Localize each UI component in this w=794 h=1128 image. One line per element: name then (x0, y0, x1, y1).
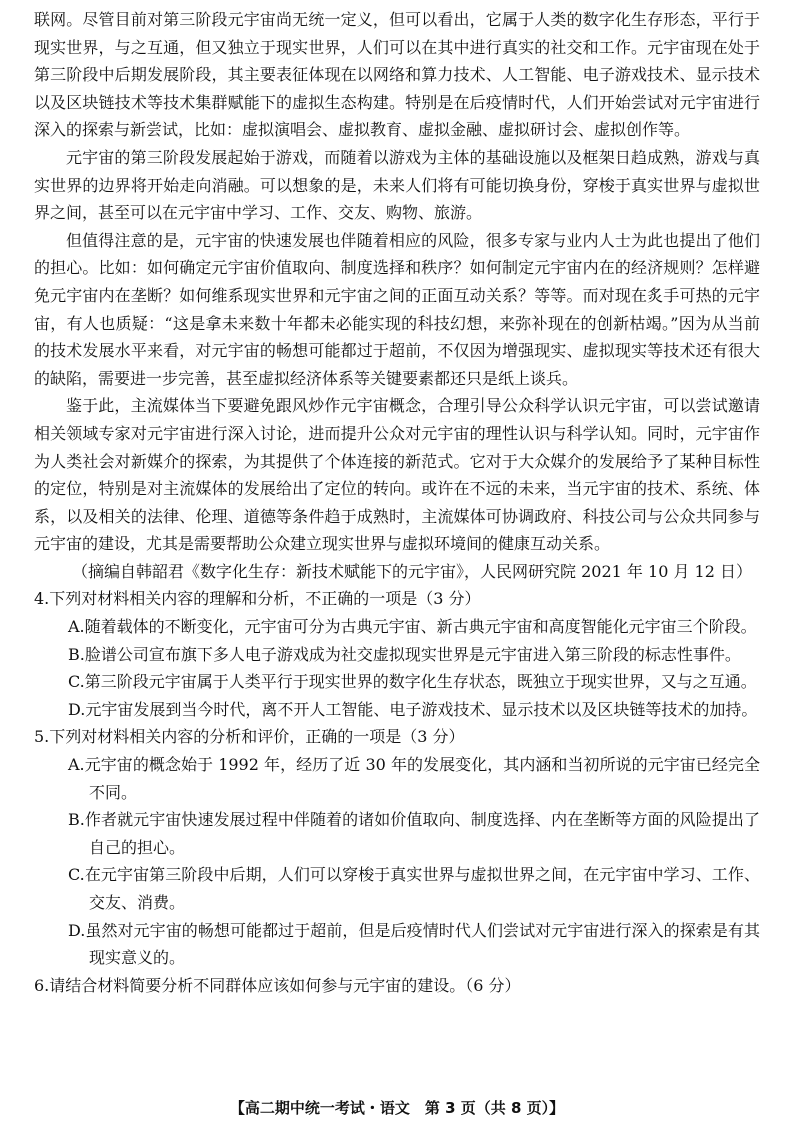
question-5-option-a: A.元宇宙的概念始于 1992 年，经历了近 30 年的发展变化，其内涵和当初所说的元宇宙已经完全不同。 (68, 755, 760, 802)
exam-page (34, 6, 760, 999)
question-4-option-a: A.随着载体的不断变化，元宇宙可分为古典元宇宙、新古典元宇宙和高度智能化元宇宙三个阶段。 (68, 617, 757, 637)
question-4-option-c: C.第三阶段元宇宙属于人类平行于现实世界的数字化生存状态，既独立于现实世界，又与之互通。 (68, 672, 757, 692)
paragraph-4: 鉴于此，主流媒体当下要避免跟风炒作元宇宙概念，合理引导公众科学认识元宇宙，可以尝试邀请相关领域专家对元宇宙进行深入讨论，进而提升公众对元宇宙的理性认识与科学认知。同时，元宇宙作为人类社会对新媒介的探索，为其提供了个体连接的新范式。它对于大众媒介的发展给予了某种目标性的定位，特别是对主流媒体的发展给出了定位的转向。或许在不远的未来，当元宇宙的技术、系统、体系，以及相关的法律、伦理、道德等条件趋于成熟时，主流媒体可协调政府、科技公司与公众共同参与元宇宙的建设，尤其是需要帮助公众建立现实世界与虚拟环境间的健康互动关系。 (34, 396, 760, 554)
question-4-option-d: D.元宇宙发展到当今时代，离不开人工智能、电子游戏技术、显示技术以及区块链等技术的加持。 (68, 699, 758, 719)
question-5-option-c: C.在元宇宙第三阶段中后期，人们可以穿梭于真实世界与虚拟世界之间，在元宇宙中学习、工作、交友、消费。 (68, 865, 760, 912)
question-4-stem: 4.下列对材料相关内容的理解和分析，不正确的一项是（3 分） (34, 589, 481, 609)
question-6-stem: 6.请结合材料简要分析不同群体应该如何参与元宇宙的建设。（6 分） (34, 975, 521, 995)
source-citation: （摘编自韩韶君《数字化生存：新技术赋能下的元宇宙》，人民网研究院 2021 年 10 月 12 日） (72, 561, 752, 581)
paragraph-2: 元宇宙的第三阶段发展起始于游戏，而随着以游戏为主体的基础设施以及框架日趋成熟，游戏与真实世界的边界将开始走向消融。可以想象的是，未来人们将有可能切换身份，穿梭于真实世界与虚拟世界之间，甚至可以在元宇宙中学习、工作、交友、购物、旅游。 (34, 147, 760, 223)
paragraph-3: 但值得注意的是，元宇宙的快速发展也伴随着相应的风险，很多专家与业内人士为此也提出了他们的担心。比如：如何确定元宇宙价值取向、制度选择和秩序？如何制定元宇宙内在的经济规则？怎样避免元宇宙内在垄断？如何维系现实世界和元宇宙之间的正面互动关系？等等。而对现在炙手可热的元宇宙，有人也质疑：“这是拿未来数十年都未必能实现的科技幻想，来弥补现在的创新枯竭。”因为从当前的技术发展水平来看，对元宇宙的畅想可能都过于超前，不仅因为增强现实、虚拟现实等技术还有很大的缺陷，需要进一步完善，甚至虚拟经济体系等关键要素都还只是纸上谈兵。 (34, 230, 760, 388)
question-4-option-b: B.脸谱公司宣布旗下多人电子游戏成为社交虚拟现实世界是元宇宙进入第三阶段的标志性事件。 (68, 644, 741, 664)
paragraph-1: 联网。尽管目前对第三阶段元宇宙尚无统一定义，但可以看出，它属于人类的数字化生存形态，平行于现实世界，与之互通，但又独立于现实世界，人们可以在其中进行真实的社交和工作。元宇宙现在处于第三阶段中后期发展阶段，其主要表征体现在以网络和算力技术、人工智能、电子游戏技术、显示技术以及区块链技术等技术集群赋能下的虚拟生态构建。特别是在后疫情时代，人们开始尝试对元宇宙进行深入的探索与新尝试，比如：虚拟演唱会、虚拟教育、虚拟金融、虚拟研讨会、虚拟创作等。 (34, 10, 760, 140)
question-5-option-d: D.虽然对元宇宙的畅想可能都过于超前，但是后疫情时代人们尝试对元宇宙进行深入的探索是有其现实意义的。 (68, 920, 760, 968)
page-footer: 【高二期中统一考试・语文 第 3 页（共 8 页）】 (229, 1099, 565, 1117)
question-5-option-b: B.作者就元宇宙快速发展过程中伴随着的诸如价值取向、制度选择、内在垄断等方面的风险提出了自己的担心。 (68, 810, 760, 857)
question-5-stem: 5.下列对材料相关内容的分析和评价，正确的一项是（3 分） (34, 727, 465, 747)
